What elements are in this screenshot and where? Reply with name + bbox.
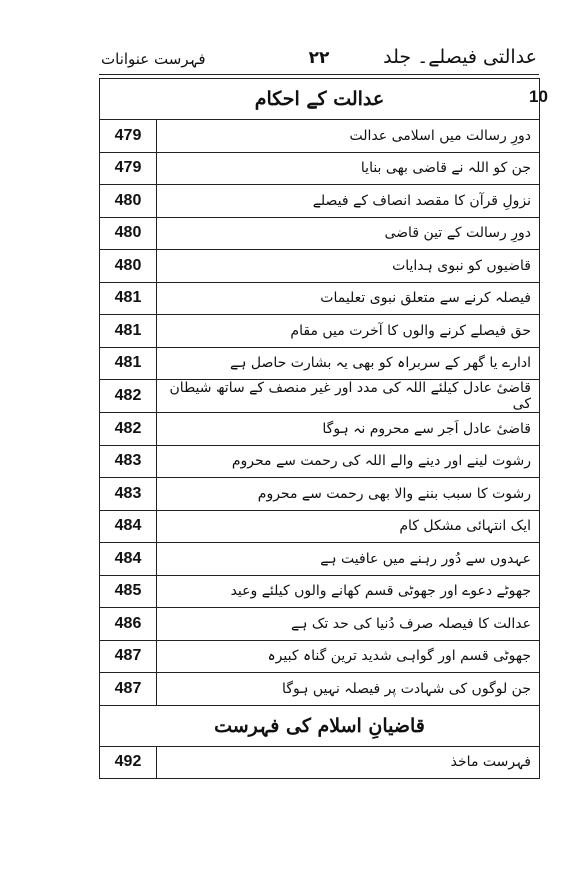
table-row — [100, 217, 540, 250]
section-header-row — [100, 705, 540, 746]
page-number: 480 — [100, 185, 157, 218]
entry-title: فیصلہ کرنے سے متعلق نبوی تعلیمات — [157, 282, 540, 315]
table-row — [100, 510, 540, 543]
table-row — [100, 673, 540, 706]
entry-title: نزولِ قرآن کا مقصد انصاف کے فیصلے — [157, 185, 540, 218]
entry-title: جھوٹے دعوے اور جھوٹی قسم کھانے والوں کیلئے وعید — [157, 575, 540, 608]
header-book-title: عدالتی فیصلے۔ جلد — [383, 46, 537, 68]
table-row — [100, 608, 540, 641]
page-number: 480 — [100, 250, 157, 283]
page-number: 479 — [100, 152, 157, 185]
header-index-title: فہرست عنوانات — [101, 50, 206, 68]
page-number: 481 — [100, 347, 157, 380]
page-number: 482 — [100, 380, 157, 413]
table-row — [100, 250, 540, 283]
entry-title: ایک انتہائی مشکل کام — [157, 510, 540, 543]
table-row — [100, 347, 540, 380]
entry-title: رشوت لینے اور دینے والے اللہ کی رحمت سے محروم — [157, 445, 540, 478]
entry-title: حق فیصلے کرنے والوں کا آخرت میں مقام — [157, 315, 540, 348]
entry-title: قاضیٔ عادل اَجر سے محروم نہ ہوگا — [157, 413, 540, 446]
entry-title: فہرست ماخذ — [157, 746, 540, 779]
entry-title: جھوٹی قسم اور گواہی شدید ترین گناہ کبیرہ — [157, 640, 540, 673]
section-header-row — [100, 79, 540, 120]
entry-title: ادارے یا گھر کے سربراہ کو بھی یہ بشارت حاصل ہے — [157, 347, 540, 380]
table-row — [100, 478, 540, 511]
table-of-contents — [99, 78, 540, 779]
table-row — [100, 746, 540, 779]
page-number: 481 — [100, 315, 157, 348]
page-number: 487 — [100, 673, 157, 706]
page-number: 483 — [100, 478, 157, 511]
page-number: 480 — [100, 217, 157, 250]
entry-title: قاضیوں کو نبوی ہدایات — [157, 250, 540, 283]
table-row — [100, 445, 540, 478]
running-header — [99, 48, 539, 75]
page-number: 492 — [100, 746, 157, 779]
page-number: 487 — [100, 640, 157, 673]
page-number: 481 — [100, 282, 157, 315]
entry-title: جن لوگوں کی شہادت پر فیصلہ نہیں ہوگا — [157, 673, 540, 706]
table-row — [100, 152, 540, 185]
table-row — [100, 543, 540, 576]
entry-title: دورِ رسالت میں اسلامی عدالت — [157, 120, 540, 153]
page-number: 479 — [100, 120, 157, 153]
page-number: 482 — [100, 413, 157, 446]
table-row — [100, 413, 540, 446]
page-number: 484 — [100, 543, 157, 576]
entry-title: رشوت کا سبب بننے والا بھی رحمت سے محروم — [157, 478, 540, 511]
page-number: 486 — [100, 608, 157, 641]
table-row — [100, 380, 540, 413]
entry-title: جن کو اللہ نے قاضی بھی بنایا — [157, 152, 540, 185]
table-row — [100, 315, 540, 348]
table-row — [100, 575, 540, 608]
side-page-number: 10 — [529, 87, 548, 106]
page-number: 485 — [100, 575, 157, 608]
entry-title: عہدوں سے دُور رہنے میں عافیت ہے — [157, 543, 540, 576]
header-page-number: ۲۲ — [308, 48, 330, 68]
entry-title: عدالت کا فیصلہ صرف دُنیا کی حد تک ہے — [157, 608, 540, 641]
entry-title: دورِ رسالت کے تین قاضی — [157, 217, 540, 250]
page-number: 483 — [100, 445, 157, 478]
page-number: 484 — [100, 510, 157, 543]
table-row — [100, 282, 540, 315]
entry-title: قاضیٔ عادل کیلئے اللہ کی مدد اور غیر منصف کے ساتھ شیطان کی — [157, 380, 540, 413]
table-row — [100, 640, 540, 673]
table-row — [100, 185, 540, 218]
section-title: قاضیانِ اسلام کی فہرست — [214, 714, 425, 737]
section-title: عدالت کے احکام — [254, 88, 385, 110]
table-row — [100, 120, 540, 153]
